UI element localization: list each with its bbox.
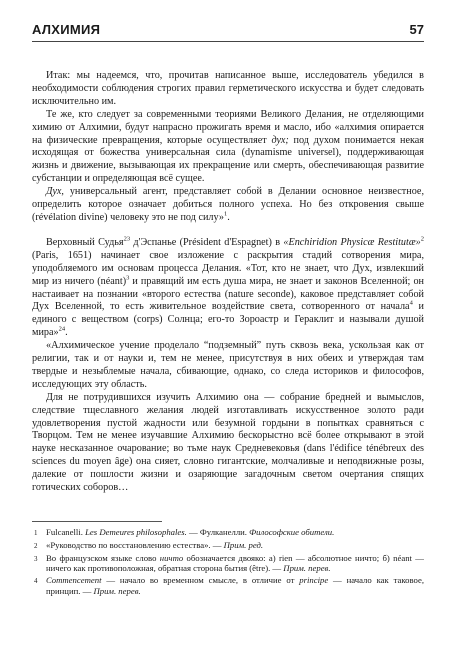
footnote-text <box>46 575 424 597</box>
footnote-number: 2 <box>34 541 38 550</box>
text-run: (Paris, 1651) начинает свое изложение с раскрытия стадий сотворения мира, уподобляемого им основам процесса Делания. «Тот, кто не знает, что Дух, извлекший мир из ничего (néant) <box>32 249 424 287</box>
footnote-number: 3 <box>34 554 38 563</box>
paragraph <box>32 340 424 392</box>
italic-text: Commencement <box>46 575 102 586</box>
text-run: «Алхимическое учение проделало “подземный” путь сквозь века, ускользая как от религии, так и от науки и, тем не менее, присутствуя в них обеих и утверждая там твердые и незыблемые начала, сбивающие, однако, со следа историков и философов, исследующих эту область. <box>32 340 424 390</box>
paragraph <box>32 109 424 186</box>
text-run: Итак: мы надеемся, что, прочитав написанное выше, исследователь убедился в необходимости соблюдения строгих правил герметического искусства и будет следовать исключительно им. <box>32 70 424 107</box>
footnote-text <box>46 527 424 539</box>
footnote-text <box>46 540 424 552</box>
text-run: под духом понимается некая исходящая от божества универсальная сила (dynamisme universel), поддерживающая жизнь и движение, вызывающая их прекращение или смерть, обеспечивающая развитие субстанции и определяющая всё сущее. <box>32 134 424 185</box>
footnote <box>32 575 424 597</box>
italic-text: «Enchiridion Physicæ Restitutæ» <box>283 236 421 248</box>
text-run: — начало во временном смысле, в отличие от <box>101 575 300 586</box>
text-run: Те же, кто следует за современными теориями Великого Делания, не отделяющими химию от Алхимии, будут напрасно прожигать время и масло, ибо «алхимия опирается на физические превращения, которые осуществляет <box>32 108 424 146</box>
italic-text: ничто <box>159 552 184 563</box>
footnote-number: 4 <box>34 577 38 586</box>
text-run: «Руководство по восстановлению естества». — <box>46 539 224 550</box>
paragraph <box>32 392 424 495</box>
footnote-ref: 23 <box>123 235 131 243</box>
italic-text: Философские обители. <box>249 527 335 537</box>
italic-text: Прим. перев. <box>283 563 331 574</box>
text-run: Для не потрудившихся изучить Алхимию она — собрание бредней и вымыслов, следствие тщеславного желания людей изготавливать искусственное золото ради удовлетворения пустой жадности или безумной гордыни в попытках сравняться с Творцом. Тем не менее изучавшие Алхимию бескорыстно всё более открывают в этой науке несказанное очарование; во тьме наук Средневековья (dans l'édifice ténébreux des sciences du moyen âge) она сияет, словно гигантские, молчаливые и неподвижные розы, далекие от пошлости жизни и озаряющие загадочным светом очертания спящих готических соборов… <box>32 391 424 494</box>
footnote-divider <box>32 521 162 522</box>
paragraph <box>32 186 424 225</box>
footnote-text <box>46 553 424 575</box>
footnote-ref: 24 <box>58 325 66 333</box>
footnote-ref: 4 <box>409 300 413 308</box>
italic-text: Дух <box>46 186 62 198</box>
body-text <box>32 70 424 495</box>
running-title: АЛХИМИЯ <box>32 22 101 37</box>
text-run: , универсальный агент, представляет собой в Делании основное неизвестное, определить которое означает добиться полного успеха. Но без откровения свыше (révélation divine) человеку это не под силу» <box>32 186 424 223</box>
footnote-ref: 3 <box>126 274 130 282</box>
page-header <box>32 22 424 42</box>
italic-text: Прим. перев. <box>93 585 141 596</box>
footnote-ref: 2 <box>420 235 424 243</box>
text-run: Fulcanelli. <box>46 527 86 537</box>
italic-text: Прим. ред. <box>223 539 264 550</box>
italic-text: Les Demeures philosophales. <box>85 527 187 537</box>
italic-text: principe <box>299 575 329 586</box>
paragraph <box>32 70 424 109</box>
page-number: 57 <box>409 22 424 37</box>
text-run: обозначается двояко: а) rien — абсолютное ничто; б) néant — ничего как противоположная, обратная сторона бытия (être). — <box>46 552 424 574</box>
text-run: Верховный Судья <box>46 236 124 248</box>
text-run: и правящий им есть душа мира, не знает и законов Вселенной; он настаивает на познании «второго естества (nature seconde), каковое представляет собой Дух Вселенной, то есть живительное воздействие света, сотворенного от начала <box>32 275 424 313</box>
footnotes <box>32 527 424 597</box>
footnote <box>32 540 424 552</box>
text-run: — начало как таковое, принцип. — <box>46 575 424 596</box>
footnote <box>32 553 424 575</box>
text-run: д'Эспанье (Président d'Espagnet) в <box>130 236 284 248</box>
text-run: . <box>227 211 230 223</box>
footnote <box>32 527 424 539</box>
text-run: . <box>65 327 68 339</box>
text-run: Во французском языке слово <box>46 552 160 563</box>
footnote-ref: 1 <box>223 210 228 218</box>
italic-text: дух; <box>271 134 289 146</box>
text-run: — Фулканелли. <box>186 527 250 537</box>
footnote-number: 1 <box>34 529 38 537</box>
paragraph <box>32 237 424 340</box>
text-run: и единого с веществом (corps) Солнца; его-то Зороастр и Гераклит и называли душой мира» <box>32 301 425 339</box>
